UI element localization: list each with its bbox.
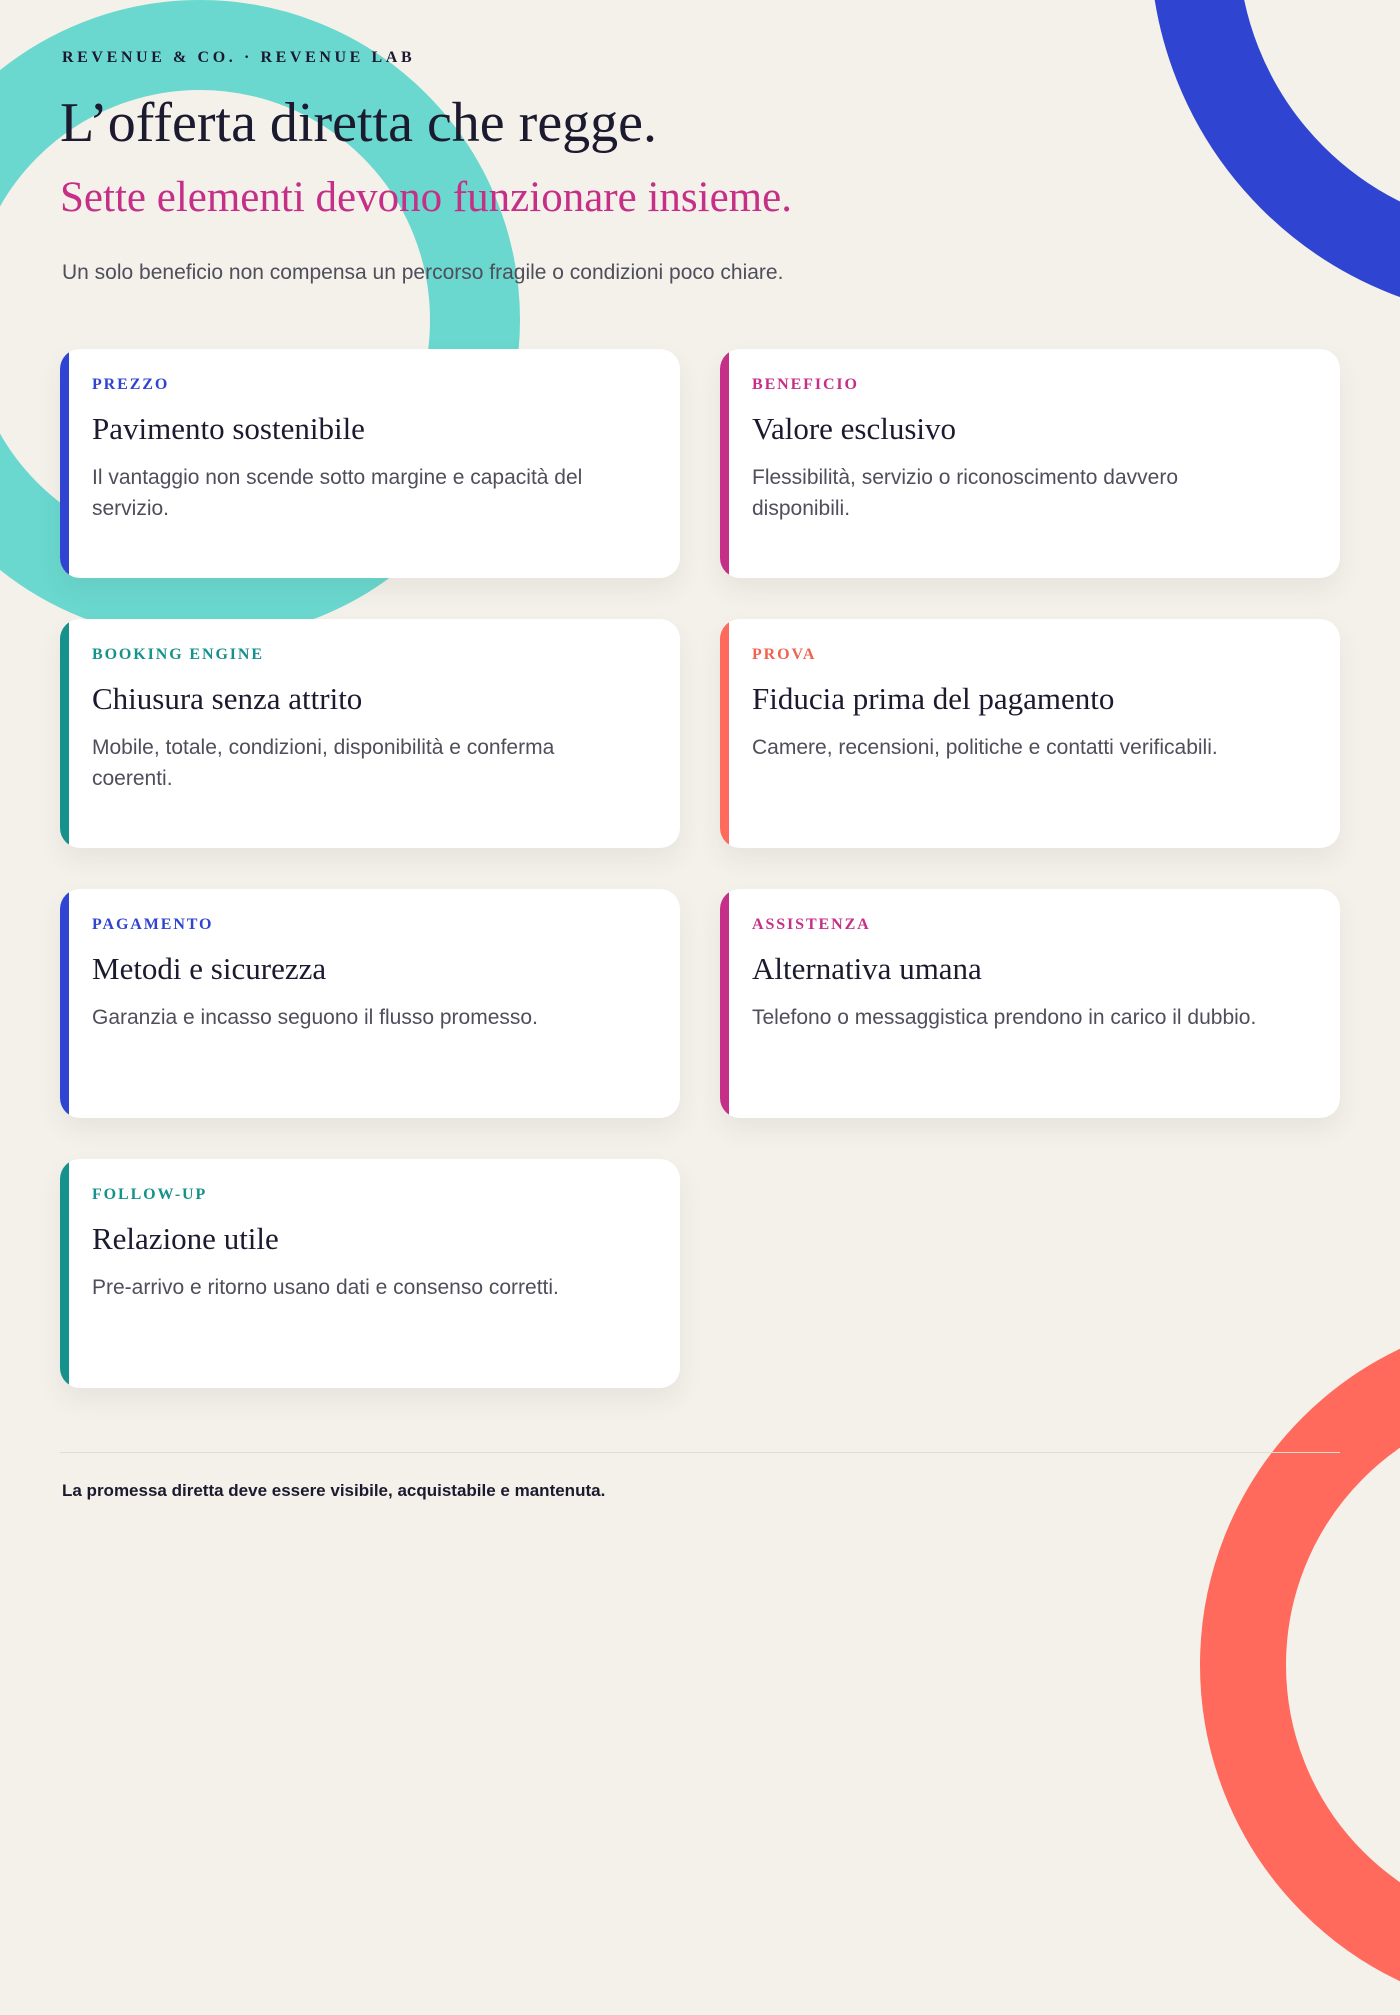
card-follow-up xyxy=(60,1159,680,1388)
card-title: Relazione utile xyxy=(92,1221,279,1256)
card-title: Pavimento sostenibile xyxy=(92,411,365,446)
card-assistenza xyxy=(720,889,1340,1118)
card-title: Valore esclusivo xyxy=(752,411,957,446)
page-title: L’offerta diretta che regge. xyxy=(60,92,658,154)
card-description: Flessibilità, servizio o riconoscimento davvero disponibili. xyxy=(752,466,1178,520)
card-title: Metodi e sicurezza xyxy=(92,951,327,986)
footer-divider xyxy=(60,1452,1340,1453)
card-tag: FOLLOW-UP xyxy=(92,1186,208,1203)
card-description: Pre-arrivo e ritorno usano dati e consenso corretti. xyxy=(92,1276,559,1299)
card-pagamento xyxy=(60,889,680,1118)
card-title: Chiusura senza attrito xyxy=(92,681,363,716)
card-description: Garanzia e incasso seguono il flusso promesso. xyxy=(92,1006,538,1029)
card-accent-bar xyxy=(720,889,729,1118)
decorative-blue-arc xyxy=(1150,0,1400,320)
card-description: Camere, recensioni, politiche e contatti verificabili. xyxy=(752,736,1218,759)
brand-eyebrow: REVENUE & CO. · REVENUE LAB xyxy=(62,49,416,66)
page-subtitle: Sette elementi devono funzionare insieme. xyxy=(60,174,792,221)
card-description: Mobile, totale, condizioni, disponibilità e conferma coerenti. xyxy=(92,736,555,790)
card-prezzo xyxy=(60,349,680,578)
card-accent-bar xyxy=(60,1159,69,1388)
card-tag: BOOKING ENGINE xyxy=(92,646,264,663)
card-description: Il vantaggio non scende sotto margine e capacità del servizio. xyxy=(92,466,583,520)
card-title: Alternativa umana xyxy=(752,951,982,986)
card-booking-engine xyxy=(60,619,680,848)
intro-text: Un solo beneficio non compensa un percorso fragile o condizioni poco chiare. xyxy=(62,261,784,284)
elements-grid xyxy=(60,349,1340,1388)
card-tag: PAGAMENTO xyxy=(92,916,214,933)
card-tag: ASSISTENZA xyxy=(752,916,871,933)
card-title: Fiducia prima del pagamento xyxy=(752,681,1115,716)
card-accent-bar xyxy=(720,349,729,578)
card-tag: PROVA xyxy=(752,646,817,663)
card-accent-bar xyxy=(60,349,69,578)
card-accent-bar xyxy=(60,889,69,1118)
card-accent-bar xyxy=(720,619,729,848)
footer-note: La promessa diretta deve essere visibile, acquistabile e mantenuta. xyxy=(62,1481,606,1500)
card-accent-bar xyxy=(60,619,69,848)
card-description: Telefono o messaggistica prendono in carico il dubbio. xyxy=(752,1006,1257,1029)
card-tag: BENEFICIO xyxy=(752,376,859,393)
card-tag: PREZZO xyxy=(92,376,170,393)
card-prova xyxy=(720,619,1340,848)
card-beneficio xyxy=(720,349,1340,578)
decorative-coral-arc xyxy=(1200,1315,1400,2015)
